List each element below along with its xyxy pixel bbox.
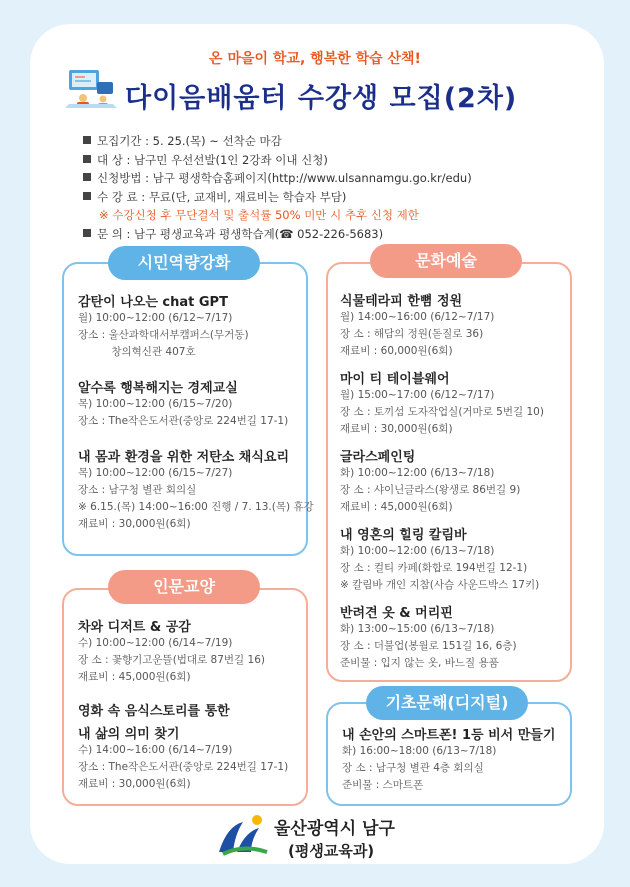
course-title: 마이 티 테이블웨어 xyxy=(340,372,450,387)
course-place: 장소 : 울산과학대서부캠퍼스(무거동) xyxy=(78,329,249,341)
course-place: 장 소 : 꽃향기고운뜰(법대로 87번길 16) xyxy=(78,654,265,666)
humanities-content xyxy=(78,608,288,793)
footer-dept: (평생교육과) xyxy=(288,842,375,860)
course-title: 알수록 행복해지는 경제교실 xyxy=(78,381,238,396)
course-title: 내 몸과 환경을 위한 저탄소 채식요리 xyxy=(78,450,289,465)
course-time: 목) 10:00~12:00 (6/15~7/20) xyxy=(78,398,233,410)
course-place: 장 소 : 샤이닌글라스(왕생로 86번길 9) xyxy=(340,484,521,496)
course-time: 수) 14:00~16:00 (6/14~7/19) xyxy=(78,744,233,756)
info-apply: 신청방법 : 남구 평생학습홈페이지(http://www.ulsannamgu.go.kr/edu) xyxy=(83,169,472,188)
course-place: 장 소 : 컬티 카페(화합로 194번길 12-1) xyxy=(340,562,528,574)
page-title: 다이음배움터 수강생 모집(2차) xyxy=(125,83,518,114)
course-title: 내 손안의 스마트폰! 1등 비서 만들기 xyxy=(342,728,556,743)
course-place: 장 소 : 해담의 정원(돋질로 36) xyxy=(340,328,484,340)
course-time: 월) 15:00~17:00 (6/12~7/17) xyxy=(340,389,495,401)
course-place: 장 소 : 남구청 별관 4층 회의실 xyxy=(342,762,484,774)
course-fee: 재료비 : 45,000원(6회) xyxy=(340,501,453,513)
course-fee: 재료비 : 30,000원(6회) xyxy=(78,518,191,530)
course-supplies: 준비물 : 입지 않는 옷, 바느질 용품 xyxy=(340,657,499,669)
course-time: 목) 10:00~12:00 (6/15~7/27) xyxy=(78,467,233,479)
course-title: 글라스페인팅 xyxy=(340,450,416,465)
info-fee: 수 강 료 : 무료(단, 교재비, 재료비는 학습자 부담) xyxy=(83,188,472,207)
course-title: 반려견 옷 & 머리핀 xyxy=(340,606,453,621)
course-title-2: 내 삶의 의미 찾기 xyxy=(78,727,180,742)
info-contact: 문 의 : 남구 평생교육과 평생학습계(☎ 052-226-5683) xyxy=(83,225,472,244)
course-title: 식물테라피 한뼘 정원 xyxy=(340,294,463,309)
course-place-detail: 창의혁신관 407호 xyxy=(78,346,196,358)
course-note: ※ 6.15.(목) 14:00~16:00 진행 / 7. 13.(목) 휴강 xyxy=(78,501,314,513)
course-time: 월) 10:00~12:00 (6/12~7/17) xyxy=(78,312,233,324)
course-fee: 재료비 : 30,000원(6회) xyxy=(340,423,453,435)
info-target: 대 상 : 남구민 우선선발(1인 2강좌 이내 신청) xyxy=(83,151,472,170)
civic-content xyxy=(78,283,314,533)
course-time: 화) 10:00~12:00 (6/13~7/18) xyxy=(340,545,495,557)
namgu-logo-icon xyxy=(213,812,273,858)
course-title: 영화 속 음식스토리를 통한 xyxy=(78,704,230,719)
culture-label: 문화예술 xyxy=(370,244,522,278)
course-fee: 재료비 : 45,000원(6회) xyxy=(78,671,191,683)
course-note: ※ 칼림바 개인 지참(사슴 사운드박스 17키) xyxy=(340,579,540,591)
civic-label: 시민역량강화 xyxy=(108,246,260,280)
digital-label: 기초문해(디지털) xyxy=(366,686,528,720)
footer-org: 울산광역시 남구 xyxy=(274,819,395,839)
course-place: 장 소 : 더불업(봉월로 151길 16, 6층) xyxy=(340,640,517,652)
course-time: 화) 16:00~18:00 (6/13~7/18) xyxy=(342,745,497,757)
digital-content xyxy=(342,716,555,794)
info-note: ※ 수강신청 후 무단결석 및 출석률 50% 미만 시 추후 신청 제한 xyxy=(99,208,419,222)
course-supplies: 준비물 : 스마트폰 xyxy=(342,779,424,791)
course-place: 장 소 : 토끼섬 도자작업실(거마로 5번길 10) xyxy=(340,406,544,418)
course-title: 감탄이 나오는 chat GPT xyxy=(78,295,228,310)
course-title: 차와 디저트 & 공감 xyxy=(78,620,191,635)
classroom-icon xyxy=(63,66,119,110)
course-time: 월) 14:00~16:00 (6/12~7/17) xyxy=(340,311,495,323)
course-time: 화) 10:00~12:00 (6/13~7/18) xyxy=(340,467,495,479)
course-fee: 재료비 : 30,000원(6회) xyxy=(78,778,191,790)
course-time: 화) 13:00~15:00 (6/13~7/18) xyxy=(340,623,495,635)
course-place: 장소 : The작은도서관(중앙로 224번길 17-1) xyxy=(78,415,289,427)
tagline: 온 마을이 학교, 행복한 학습 산책! xyxy=(209,51,421,67)
course-place: 장소 : 남구청 별관 회의실 xyxy=(78,484,197,496)
course-place: 장소 : The작은도서관(중앙로 224번길 17-1) xyxy=(78,761,289,773)
course-fee: 재료비 : 60,000원(6회) xyxy=(340,345,453,357)
info-period: 모집기간 : 5. 25.(목) ~ 선착순 마감 xyxy=(83,132,472,151)
info-block xyxy=(83,132,472,243)
humanities-label: 인문교양 xyxy=(108,570,260,604)
culture-content xyxy=(340,282,544,672)
course-time: 수) 10:00~12:00 (6/14~7/19) xyxy=(78,637,233,649)
course-title: 내 영혼의 힐링 칼림바 xyxy=(340,528,467,543)
